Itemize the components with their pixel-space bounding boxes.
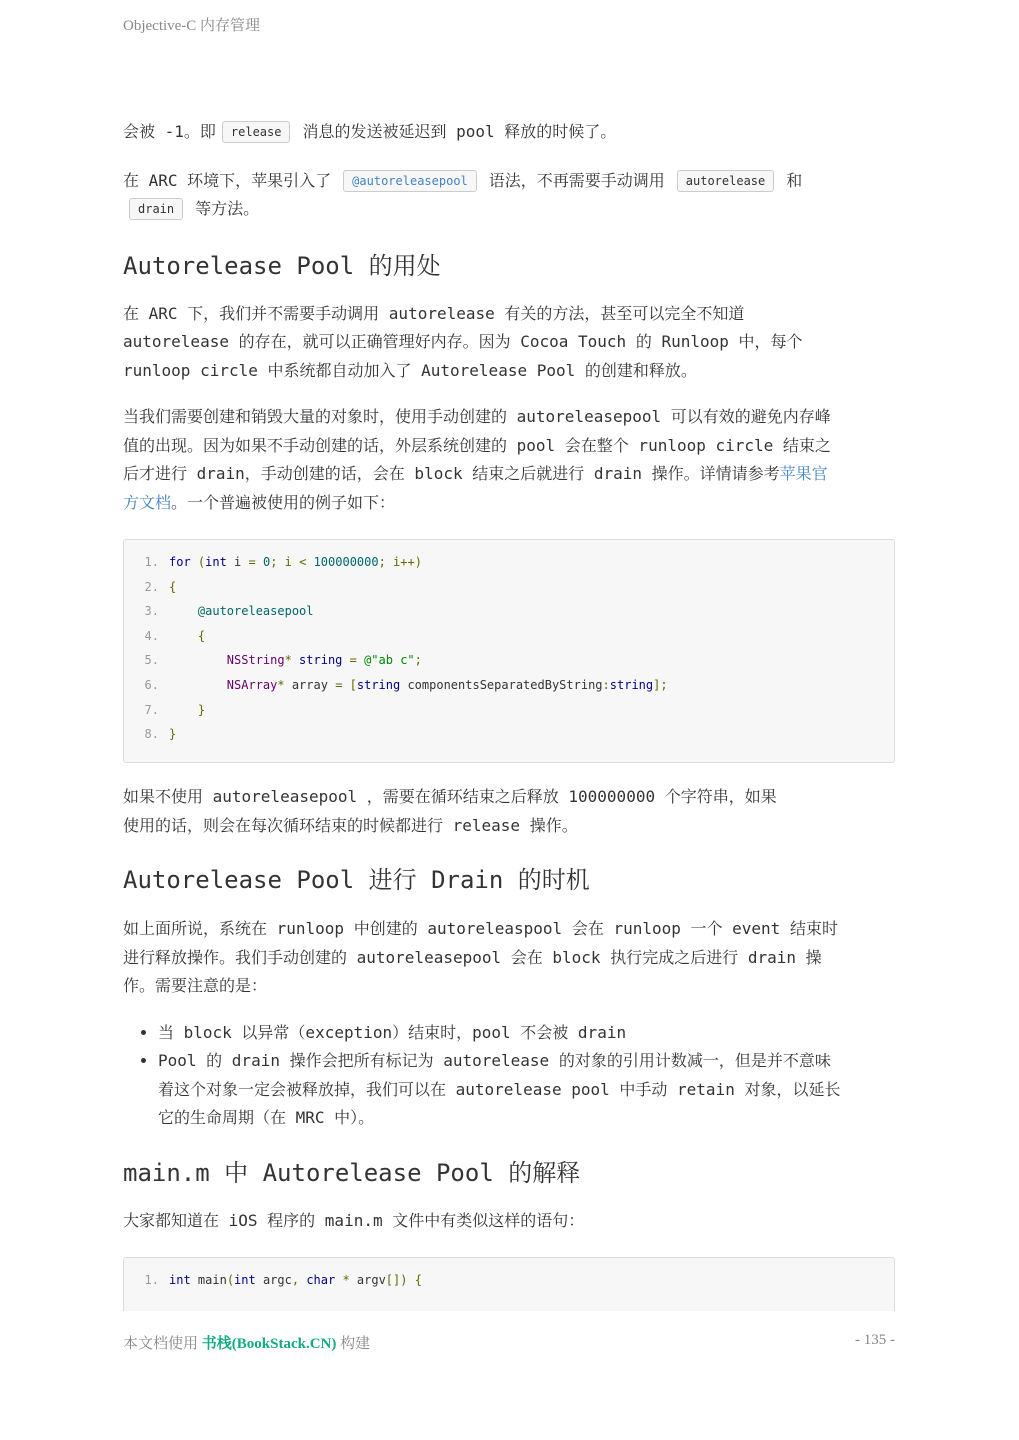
- text-line: 如上面所说，系统在 runloop 中创建的 autoreleaspool 会在 runloop 一个 event 结束时: [123, 919, 838, 938]
- line-number: 4.: [144, 628, 159, 643]
- text-line: 如果不使用 autoreleasepool ，需要在循环结束之后释放 100000000 个字符串，如果: [123, 787, 777, 806]
- paragraph-release-delay: [123, 118, 895, 147]
- paragraph-arc-autoreleasepool: [123, 167, 895, 224]
- code-line: 6. NSArray* array = [string componentsSeparatedByString:string];: [124, 673, 894, 698]
- text-line: runloop circle 中系统都自动加入了 Autorelease Pool 的创建和释放。: [123, 360, 697, 380]
- notes-list: [123, 1019, 895, 1133]
- text: 语法，不再需要手动调用: [488, 170, 665, 190]
- text-line: 后才进行 drain，手动创建的话，会在 block 结束之后就进行 drain 操作。详情请参考: [123, 464, 780, 483]
- code-block-loop: [123, 539, 895, 763]
- text-line: 当我们需要创建和销毁大量的对象时，使用手动创建的 autoreleasepool 可以有效的避免内存峰: [123, 407, 831, 426]
- inline-code-autorelease: autorelease: [677, 170, 774, 192]
- inline-code-drain: drain: [129, 198, 183, 220]
- text: 。一个普遍被使用的例子如下：: [171, 492, 396, 512]
- text-line: 使用的话，则会在每次循环结束的时候都进行 release 操作。: [123, 815, 578, 835]
- line-number: 1.: [144, 1273, 159, 1287]
- paragraph-without-pool: [123, 783, 895, 840]
- heading-main-m: main.m 中 Autorelease Pool 的解释: [123, 1158, 581, 1187]
- bookstack-link[interactable]: 书栈(BookStack.CN): [201, 1336, 337, 1352]
- code-block-main: [123, 1257, 895, 1311]
- line-number: 1.: [144, 555, 159, 569]
- page-number: - 135 -: [855, 1332, 895, 1348]
- text: 在 ARC 环境下，苹果引入了: [123, 170, 332, 190]
- line-number: 8.: [144, 727, 159, 742]
- paragraph-arc-runloop: [123, 300, 895, 386]
- text-line: 在 ARC 下，我们并不需要手动调用 autorelease 有关的方法，甚至可以完全不知道: [123, 303, 745, 323]
- code-line: 2. {: [124, 575, 894, 600]
- running-footer: [123, 1332, 370, 1353]
- line-number: 6.: [144, 677, 159, 692]
- footer-text: 构建: [340, 1336, 371, 1352]
- code-line: 5. NSString* string = @"ab c";: [124, 648, 894, 673]
- heading-drain-timing: Autorelease Pool 进行 Drain 的时机: [123, 866, 590, 894]
- inline-code-release: release: [222, 121, 291, 143]
- line-number: 2.: [144, 579, 159, 594]
- code-line: 8. }: [124, 722, 894, 747]
- apple-docs-link[interactable]: 苹果官: [779, 464, 828, 483]
- code-line: 3. @autoreleasepool: [124, 599, 894, 624]
- code-line: 4. {: [124, 624, 894, 649]
- inline-code-autoreleasepool: @autoreleasepool: [343, 170, 477, 192]
- running-header: Objective-C 内存管理: [123, 18, 261, 34]
- text-line: 作。需要注意的是：: [123, 976, 268, 995]
- text: 等方法。: [195, 199, 260, 218]
- text-line: 进行释放操作。我们手动创建的 autoreleasepool 会在 block 执行完成之后进行 drain 操: [123, 947, 822, 967]
- code-line: 7. }: [124, 698, 894, 723]
- text: 和: [786, 170, 803, 190]
- paragraph-system-pool: [123, 915, 895, 1001]
- text: 会被 -1。即: [123, 122, 216, 141]
- apple-docs-link-continued[interactable]: 方文档: [123, 492, 172, 512]
- footer-text: 本文档使用: [123, 1336, 199, 1352]
- line-number: 3.: [144, 604, 159, 619]
- paragraph-main-m-intro: 大家都知道在 iOS 程序的 main.m 文件中有类似这样的语句：: [123, 1210, 585, 1230]
- text: 消息的发送被延迟到 pool 释放的时候了。: [302, 122, 617, 141]
- text-line: autorelease 的存在，就可以正确管理好内存。因为 Cocoa Touch 的 Runloop 中，每个: [123, 332, 803, 351]
- text-line: 值的出现。因为如果不手动创建的话，外层系统创建的 pool 会在整个 runloop circle 结束之: [123, 435, 831, 455]
- paragraph-manual-pool: [123, 403, 895, 517]
- page-content: [123, 118, 895, 1311]
- line-number: 7.: [144, 702, 159, 717]
- code-line: 1. for (int i = 0; i < 100000000; i++): [124, 550, 894, 575]
- heading-usage: Autorelease Pool 的用处: [123, 251, 441, 280]
- list-item: • Pool 的 drain 操作会把所有标记为 autorelease 的对象的引用计数减一，但是并不意味 着这个对象一定会被释放掉，我们可以在 autorelease pool 中手动 retain 对象，以延长 它的生命周期（在 MRC 中）。: [158, 1047, 895, 1133]
- line-number: 5.: [144, 653, 159, 668]
- list-item: • 当 block 以异常（exception）结束时，pool 不会被 drain: [158, 1019, 895, 1048]
- code-line: 1. int main(int argc, char * argv[]) {: [124, 1268, 894, 1293]
